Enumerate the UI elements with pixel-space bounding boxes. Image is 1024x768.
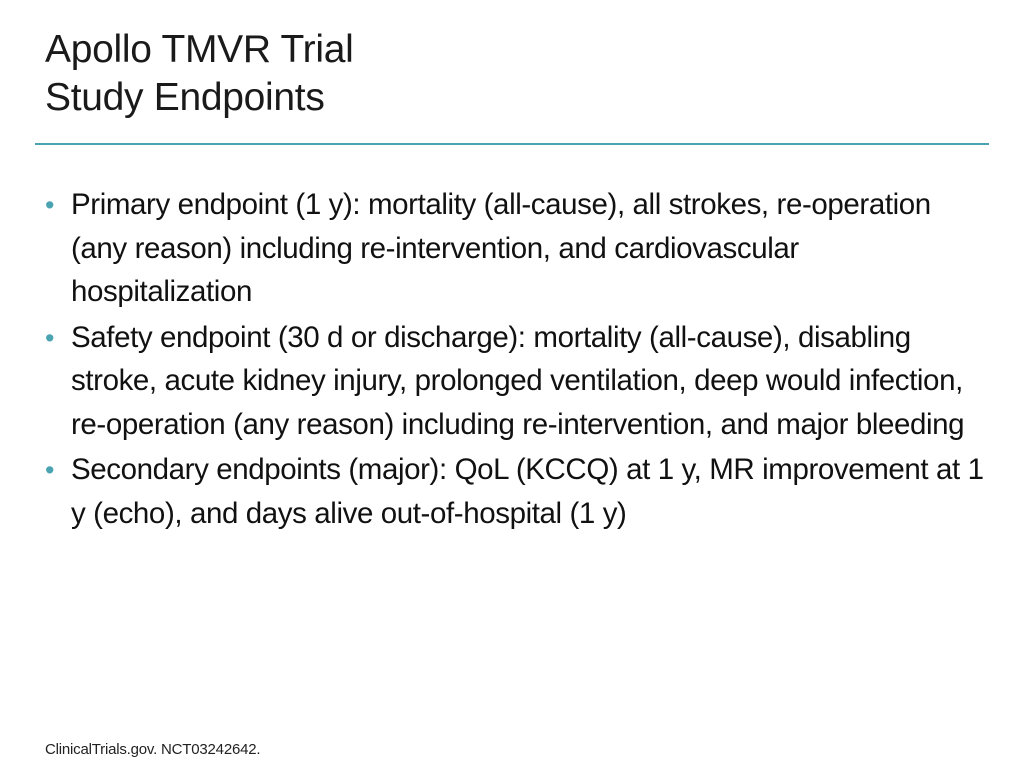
bullet-list	[44, 183, 984, 537]
title-line-1: Apollo TMVR Trial	[45, 28, 354, 71]
title-line-2: Study Endpoints	[45, 76, 325, 119]
bullet-safety-endpoint	[44, 316, 984, 447]
bullet-text: Primary endpoint (1 y): mortality (all-cause), all strokes, re-operation (any reason) including re-intervention, and cardiovascular hospitalization	[71, 188, 931, 308]
bullet-primary-endpoint	[44, 183, 984, 314]
source-footnote: ClinicalTrials.gov. NCT03242642.	[45, 741, 261, 758]
bullet-text: Safety endpoint (30 d or discharge): mortality (all-cause), disabling stroke, acute kidney injury, prolonged ventilation, deep would infection, re-operation (any reason) including re-intervention, and major bleeding	[71, 320, 965, 441]
slide-title	[45, 26, 985, 122]
bullet-text: Secondary endpoints (major): QoL (KCCQ) at 1 y, MR improvement at 1 y (echo), and days alive out-of-hospital (1 y)	[71, 453, 984, 530]
bullet-dot-icon: •	[45, 455, 55, 485]
bullet-secondary-endpoints	[44, 448, 984, 535]
title-divider	[35, 143, 989, 145]
bullet-dot-icon: •	[45, 322, 55, 353]
bullet-dot-icon: •	[45, 190, 55, 220]
